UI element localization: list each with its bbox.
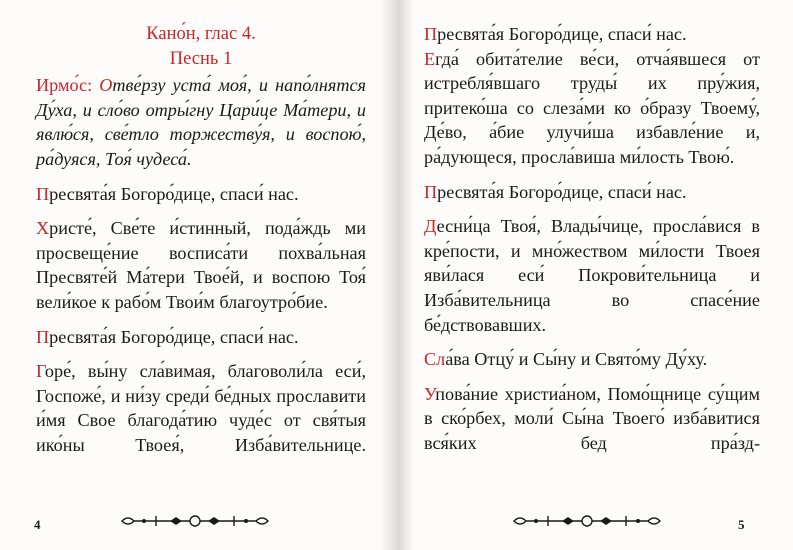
theotokion-paragraph bbox=[424, 382, 760, 456]
drop-initial: Х bbox=[36, 218, 50, 239]
drop-initial: Е bbox=[424, 48, 436, 69]
refrain-paragraph bbox=[424, 22, 760, 47]
doxology-text: а́ва Отцу́ и Сы́ну и Свято́му Ду́ху. bbox=[445, 349, 708, 370]
ode-heading: Песнь 1 bbox=[169, 48, 233, 69]
refrain-text: ресвята́я Богоро́дице, спаси́ нас. bbox=[437, 24, 687, 44]
refrain-text: ресвята́я Богоро́дице, спаси́ нас. bbox=[49, 183, 299, 204]
drop-initial: П bbox=[36, 326, 50, 347]
troparion-text: есни́ца Твоя́, Влады́чице, просла́вися в кре́пости, и мно́жеством ми́лости Твоея яви́лася еси́ Покрови́тельница и Изба́вительница во спасе́ние бе́дствовавших. bbox=[424, 216, 760, 335]
drop-initial: Д bbox=[424, 216, 437, 237]
troparion-paragraph bbox=[424, 47, 760, 170]
irmos-label: Ирмо́с bbox=[36, 75, 88, 96]
ornament-icon bbox=[120, 512, 270, 530]
drop-initial: П bbox=[424, 181, 438, 202]
refrain-text: ресвята́я Богоро́дице, спаси́ нас. bbox=[437, 181, 687, 202]
troparion-paragraph bbox=[424, 214, 760, 337]
irmos-colon: : bbox=[87, 75, 100, 96]
drop-initial: Сл bbox=[424, 349, 446, 370]
refrain-paragraph bbox=[36, 325, 366, 350]
canon-heading: Кано́н, глас 4. bbox=[146, 24, 256, 44]
page-number-left: 4 bbox=[34, 517, 41, 532]
irmos-text: тве́рзу уста́ моя́, и напо́лнятся Ду́ха, и сло́во отры́гну Цари́це Ма́тери, и явлю́ся, све́тло торжеству́я, и воспою́, ра́дуяся, Тоя́ чудеса́. bbox=[36, 75, 366, 169]
refrain-paragraph bbox=[424, 180, 760, 205]
ornament-icon bbox=[512, 512, 662, 530]
irmos-initial: О bbox=[99, 75, 113, 96]
troparion-text: ристе́, Све́те и́стинный, пода́ждь ми просвеще́ние восписа́ти похва́льная Пресвяте́й Ма́тери Твое́й, и воспою Тоя́ вели́кое к рабо́м Твои́м благоутро́бие. bbox=[36, 218, 366, 312]
troparion-paragraph bbox=[36, 359, 366, 457]
doxology-paragraph bbox=[424, 347, 760, 372]
irmos-paragraph bbox=[36, 73, 366, 171]
refrain-text: ресвята́я Богоро́дице, спаси́ нас. bbox=[49, 326, 299, 347]
troparion-text: гда́ обита́телие ве́си, отча́явшеся от истребля́вшаго труды́ их пру́жия, притеко́ша со слеза́ми ко о́бразу Твоему́, Де́во, а́бие улучи́ша избавле́ние и, ра́дующеся, просла́виша ми́лость Твою́. bbox=[424, 48, 760, 167]
drop-initial: П bbox=[424, 24, 438, 44]
refrain-paragraph bbox=[36, 182, 366, 207]
drop-initial: П bbox=[36, 183, 50, 204]
book-gutter bbox=[380, 0, 414, 550]
left-page-text bbox=[36, 22, 366, 468]
theotokion-text: пова́ние христиа́ном, Помо́щнице су́щим в ско́рбех, моли́ Сы́на Твоего́ изба́витися вся́ких бед пра́зд- bbox=[424, 383, 760, 453]
troparion-text: оре́, вы́ну сла́вимая, благоволи́ла еси́, Госпоже́, и ни́зу среди́ бе́дных прославити и́мя Свое благода́тию чуде́с от свя́тыя ико́ны Твоея́, Изба́вительнице. bbox=[36, 361, 366, 455]
troparion-paragraph bbox=[36, 216, 366, 314]
drop-initial: У bbox=[424, 383, 436, 404]
drop-initial: Г bbox=[36, 361, 45, 382]
page-number-right: 5 bbox=[738, 517, 745, 532]
right-page-text bbox=[424, 22, 760, 466]
